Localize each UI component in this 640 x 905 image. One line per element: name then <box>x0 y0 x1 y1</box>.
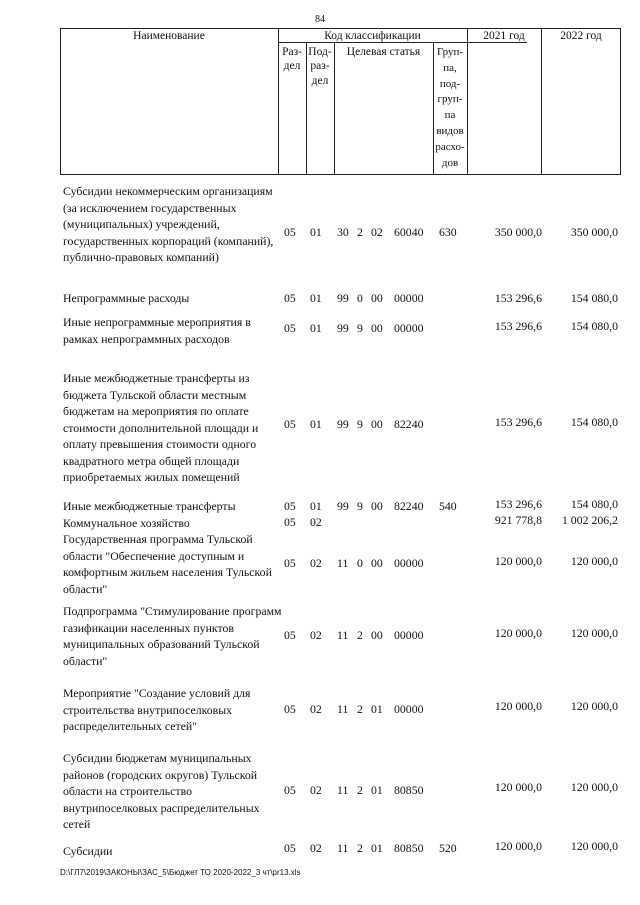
row-cs1: 11 <box>337 841 349 855</box>
row-rz: 05 <box>284 499 296 513</box>
row-2022: 154 080,0 <box>570 497 618 511</box>
row-2022: 120 000,0 <box>570 839 618 853</box>
row-cs4: 00000 <box>394 291 424 305</box>
header-divider <box>334 42 335 175</box>
row-cs2: 2 <box>357 841 363 855</box>
col-2021-header: 2021 год <box>483 30 525 42</box>
row-2022: 1 002 206,2 <box>561 513 618 527</box>
row-rz: 05 <box>284 702 296 716</box>
row-cs1: 11 <box>337 783 349 797</box>
row-cs1: 11 <box>337 556 349 570</box>
row-2021: 350 000,0 <box>494 225 542 239</box>
row-cs1: 99 <box>337 321 349 335</box>
row-cs3: 01 <box>371 702 383 716</box>
row-cs1: 11 <box>337 702 349 716</box>
row-cs2: 9 <box>357 321 363 335</box>
row-name: Мероприятие "Создание условий для строительства внутрипоселковых распределительных сетей" <box>63 686 251 733</box>
row-rz: 05 <box>284 417 296 431</box>
row-rz: 05 <box>284 321 296 335</box>
row-cs2: 2 <box>357 783 363 797</box>
table-header <box>60 28 620 174</box>
row-cs4: 60040 <box>394 225 424 239</box>
row-cs3: 00 <box>371 417 383 431</box>
row-cs4: 00000 <box>394 321 424 335</box>
row-2021: 153 296,6 <box>494 415 542 429</box>
row-2021: 120 000,0 <box>494 699 542 713</box>
row-cs1: 99 <box>337 499 349 513</box>
file-path-footer: D:\ГЛ7\2019\ЗАКОНЫ\ЗАС_5\Бюджет ТО 2020-2022_3 чт\pr13.xls <box>60 868 301 877</box>
row-2022: 154 080,0 <box>570 319 618 333</box>
row-2021: 120 000,0 <box>494 626 542 640</box>
col-group-header: Груп- па, под- груп- па видов расхо- дов <box>435 46 465 169</box>
row-cs4: 80850 <box>394 783 424 797</box>
row-cs3: 02 <box>371 225 383 239</box>
row-cs1: 99 <box>337 291 349 305</box>
col-podrazdel-header: Под- раз- дел <box>308 46 332 87</box>
row-cs1: 99 <box>337 417 349 431</box>
row-vr: 540 <box>439 499 457 513</box>
row-2022: 154 080,0 <box>570 291 618 305</box>
row-cs4: 00000 <box>394 628 424 642</box>
row-cs3: 01 <box>371 841 383 855</box>
row-pr: 01 <box>310 321 322 335</box>
row-2021: 120 000,0 <box>494 554 542 568</box>
row-rz: 05 <box>284 291 296 305</box>
header-divider <box>541 28 542 175</box>
col-code-header: Код классификации <box>324 30 421 42</box>
row-pr: 02 <box>310 783 322 797</box>
row-vr: 520 <box>439 841 457 855</box>
col-target-header: Целевая статья <box>346 46 421 58</box>
row-pr: 01 <box>310 417 322 431</box>
row-cs4: 82240 <box>394 499 424 513</box>
row-name: Иные межбюджетные трансферты из бюджета Тульской области местным бюджетам на мероприятия по оплате стоимости дополнительной площади и оплату превышения стоимости одного квадратного метра общей площади приобретаемых жилых помещений <box>63 371 259 484</box>
row-cs2: 0 <box>357 291 363 305</box>
row-rz: 05 <box>284 841 296 855</box>
page-number: 84 <box>315 14 325 25</box>
row-2022: 154 080,0 <box>570 415 618 429</box>
row-pr: 01 <box>310 225 322 239</box>
row-2021: 153 296,6 <box>494 319 542 333</box>
row-name: Иные межбюджетные трансферты <box>63 499 236 513</box>
row-rz: 05 <box>284 628 296 642</box>
row-2022: 120 000,0 <box>570 699 618 713</box>
row-cs2: 0 <box>357 556 363 570</box>
row-pr: 02 <box>310 515 322 529</box>
row-2021: 120 000,0 <box>494 780 542 794</box>
row-cs2: 2 <box>357 702 363 716</box>
row-name: Субсидии бюджетам муниципальных районов (городских округов) Тульской области на строительство внутрипоселковых распределительных сетей <box>63 751 260 831</box>
row-name: Подпрограмма "Стимулирование программ газификации населенных пунктов муниципальных образований Тульской области" <box>63 604 282 668</box>
row-2022: 120 000,0 <box>570 554 618 568</box>
row-cs3: 01 <box>371 783 383 797</box>
row-cs2: 9 <box>357 499 363 513</box>
row-cs2: 2 <box>357 628 363 642</box>
row-cs3: 00 <box>371 628 383 642</box>
row-cs3: 00 <box>371 556 383 570</box>
row-name: Иные непрограммные мероприятия в рамках непрограммных расходов <box>63 315 251 346</box>
row-name: Государственная программа Тульской области "Обеспечение доступным и комфортным жильем населения Тульской области" <box>63 532 272 596</box>
row-cs4: 00000 <box>394 702 424 716</box>
col-name-header: Наименование <box>133 30 205 42</box>
row-pr: 02 <box>310 702 322 716</box>
row-name: Коммунальное хозяйство <box>63 516 190 530</box>
row-name: Субсидии некоммерческим организациям (за исключением государственных (муниципальных) учреждений, государственных корпораций (компаний), публично-правовых компаний) <box>63 184 274 264</box>
row-cs3: 00 <box>371 321 383 335</box>
row-rz: 05 <box>284 225 296 239</box>
col-2022-header: 2022 год <box>560 30 602 42</box>
row-rz: 05 <box>284 515 296 529</box>
row-rz: 05 <box>284 783 296 797</box>
col-razdel-header: Раз- дел <box>282 46 302 73</box>
row-name: Непрограммные расходы <box>63 291 190 305</box>
row-2022: 120 000,0 <box>570 626 618 640</box>
row-cs2: 2 <box>357 225 363 239</box>
row-2022: 350 000,0 <box>570 225 618 239</box>
row-vr: 630 <box>439 225 457 239</box>
row-cs1: 30 <box>337 225 349 239</box>
row-pr: 02 <box>310 556 322 570</box>
row-pr: 02 <box>310 841 322 855</box>
row-cs3: 00 <box>371 291 383 305</box>
row-pr: 01 <box>310 291 322 305</box>
row-pr: 02 <box>310 628 322 642</box>
row-cs4: 82240 <box>394 417 424 431</box>
row-2022: 120 000,0 <box>570 780 618 794</box>
row-name: Субсидии <box>63 844 113 858</box>
row-pr: 01 <box>310 499 322 513</box>
header-divider <box>467 28 468 175</box>
row-2021: 120 000,0 <box>494 839 542 853</box>
row-cs4: 80850 <box>394 841 424 855</box>
row-2021: 153 296,6 <box>494 497 542 511</box>
row-cs4: 00000 <box>394 556 424 570</box>
row-rz: 05 <box>284 556 296 570</box>
row-cs2: 9 <box>357 417 363 431</box>
row-cs1: 11 <box>337 628 349 642</box>
row-2021: 153 296,6 <box>494 291 542 305</box>
row-cs3: 00 <box>371 499 383 513</box>
row-2021: 921 778,8 <box>494 513 542 527</box>
